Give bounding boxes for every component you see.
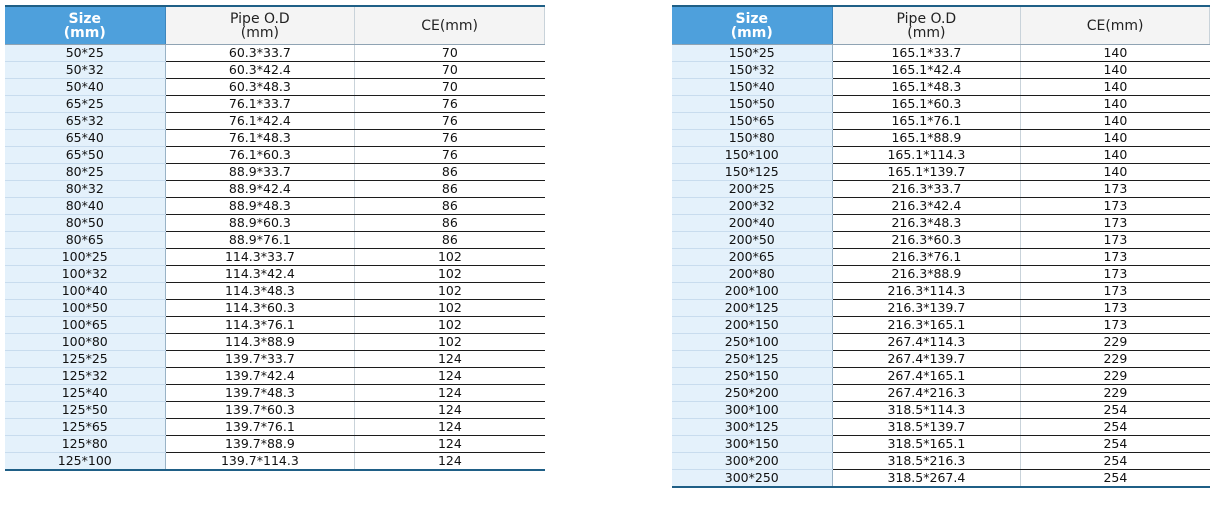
size-cell: 100*80 [5,334,165,351]
pipe-od-cell: 216.3*42.4 [832,198,1021,215]
ce-cell: 70 [355,79,545,96]
ce-cell: 173 [1021,215,1210,232]
ce-cell: 76 [355,130,545,147]
pipe-od-cell: 267.4*165.1 [832,368,1021,385]
table-row [5,215,545,232]
ce-cell: 70 [355,45,545,62]
ce-cell: 229 [1021,334,1210,351]
table-row [5,402,545,419]
size-cell: 80*25 [5,164,165,181]
size-cell: 200*32 [672,198,832,215]
size-cell: 250*125 [672,351,832,368]
table-row [5,113,545,130]
pipe-od-cell: 139.7*48.3 [165,385,355,402]
size-cell: 300*150 [672,436,832,453]
size-cell: 200*100 [672,283,832,300]
table-row [672,317,1210,334]
ce-cell: 86 [355,198,545,215]
table-row [5,62,545,79]
ce-cell: 102 [355,249,545,266]
pipe-od-cell: 165.1*88.9 [832,130,1021,147]
table-row [672,249,1210,266]
ce-cell: 173 [1021,283,1210,300]
size-cell: 125*40 [5,385,165,402]
size-cell: 200*80 [672,266,832,283]
ce-cell: 254 [1021,436,1210,453]
pipe-od-cell: 165.1*42.4 [832,62,1021,79]
ce-cell: 140 [1021,113,1210,130]
ce-cell: 229 [1021,385,1210,402]
pipe-od-cell: 267.4*216.3 [832,385,1021,402]
pipe-od-cell: 114.3*76.1 [165,317,355,334]
pipe-od-cell: 165.1*48.3 [832,79,1021,96]
table-row [672,198,1210,215]
size-cell: 50*32 [5,62,165,79]
ce-cell: 102 [355,334,545,351]
pipe-od-cell: 76.1*60.3 [165,147,355,164]
pipe-od-cell: 216.3*33.7 [832,181,1021,198]
pipe-od-cell: 216.3*60.3 [832,232,1021,249]
ce-cell: 76 [355,96,545,113]
pipe-od-cell: 165.1*76.1 [832,113,1021,130]
ce-cell: 124 [355,351,545,368]
ce-cell: 140 [1021,79,1210,96]
table-row [5,436,545,453]
pipe-od-cell: 267.4*114.3 [832,334,1021,351]
right-table-body [672,45,1210,488]
ce-cell: 173 [1021,317,1210,334]
ce-column-header: CE(mm) [355,6,545,45]
ce-cell: 229 [1021,351,1210,368]
pipe-od-cell: 318.5*139.7 [832,419,1021,436]
table-row [5,453,545,471]
ce-column-header: CE(mm) [1021,6,1210,45]
pipe-od-cell: 216.3*165.1 [832,317,1021,334]
table-row [672,62,1210,79]
size-header-unit: (mm) [63,24,106,41]
size-cell: 100*65 [5,317,165,334]
size-cell: 125*50 [5,402,165,419]
table-row [5,164,545,181]
table-row [672,300,1210,317]
ce-cell: 173 [1021,249,1210,266]
pipe-od-column-header [165,6,355,45]
ce-cell: 102 [355,283,545,300]
ce-cell: 254 [1021,453,1210,470]
size-cell: 100*50 [5,300,165,317]
size-cell: 50*25 [5,45,165,62]
table-row [5,317,545,334]
pipe-od-cell: 76.1*33.7 [165,96,355,113]
size-cell: 65*50 [5,147,165,164]
pipe-od-cell: 318.5*165.1 [832,436,1021,453]
size-header-label: Size [68,10,102,27]
table-row [5,249,545,266]
ce-cell: 70 [355,62,545,79]
size-cell: 150*50 [672,96,832,113]
size-cell: 50*40 [5,79,165,96]
pipe-od-cell: 216.3*48.3 [832,215,1021,232]
table-row [5,79,545,96]
pipe-od-cell: 165.1*33.7 [832,45,1021,62]
size-cell: 125*100 [5,453,165,471]
ce-cell: 140 [1021,62,1210,79]
ce-cell: 254 [1021,419,1210,436]
table-row [672,232,1210,249]
table-row [5,351,545,368]
pipe-od-cell: 76.1*48.3 [165,130,355,147]
pipe-od-cell: 114.3*88.9 [165,334,355,351]
pipe-od-cell: 88.9*48.3 [165,198,355,215]
table-row [5,181,545,198]
ce-cell: 76 [355,147,545,164]
size-cell: 150*125 [672,164,832,181]
table-row [672,130,1210,147]
pipe-od-cell: 114.3*48.3 [165,283,355,300]
table-row [672,470,1210,488]
pipe-od-cell: 88.9*42.4 [165,181,355,198]
pipe-od-cell: 88.9*60.3 [165,215,355,232]
pipe-od-header-unit: (mm) [907,24,946,41]
table-row [5,385,545,402]
size-cell: 100*32 [5,266,165,283]
size-cell: 65*40 [5,130,165,147]
ce-cell: 229 [1021,368,1210,385]
pipe-od-cell: 139.7*76.1 [165,419,355,436]
table-row [672,385,1210,402]
pipe-od-cell: 139.7*88.9 [165,436,355,453]
pipe-od-cell: 88.9*76.1 [165,232,355,249]
size-cell: 100*40 [5,283,165,300]
size-cell: 150*32 [672,62,832,79]
size-cell: 125*25 [5,351,165,368]
size-cell: 80*32 [5,181,165,198]
pipe-od-cell: 114.3*42.4 [165,266,355,283]
table-row [672,283,1210,300]
table-row [5,283,545,300]
table-row [5,300,545,317]
size-cell: 300*250 [672,470,832,488]
ce-cell: 124 [355,368,545,385]
pipe-od-header-label: Pipe O.D [896,10,957,27]
size-cell: 300*200 [672,453,832,470]
pipe-od-cell: 216.3*139.7 [832,300,1021,317]
size-cell: 200*125 [672,300,832,317]
size-cell: 300*100 [672,402,832,419]
size-cell: 150*80 [672,130,832,147]
pipe-od-cell: 216.3*76.1 [832,249,1021,266]
size-header-label: Size [735,10,769,27]
size-cell: 125*80 [5,436,165,453]
pipe-od-cell: 165.1*60.3 [832,96,1021,113]
size-cell: 200*150 [672,317,832,334]
size-cell: 200*25 [672,181,832,198]
table-row [672,164,1210,181]
size-cell: 300*125 [672,419,832,436]
size-column-header [5,6,165,45]
size-cell: 250*100 [672,334,832,351]
ce-cell: 76 [355,113,545,130]
table-row [672,436,1210,453]
right-dimension-table [672,5,1210,488]
size-cell: 200*40 [672,215,832,232]
left-table-body [5,45,545,471]
size-cell: 150*65 [672,113,832,130]
table-header-row [672,6,1210,45]
size-cell: 200*65 [672,249,832,266]
size-cell: 250*150 [672,368,832,385]
pipe-od-cell: 139.7*114.3 [165,453,355,471]
pipe-od-cell: 60.3*42.4 [165,62,355,79]
table-row [5,232,545,249]
ce-cell: 124 [355,385,545,402]
left-dimension-table [5,5,545,471]
ce-cell: 86 [355,164,545,181]
table-row [672,147,1210,164]
ce-cell: 102 [355,300,545,317]
ce-cell: 173 [1021,198,1210,215]
pipe-od-cell: 139.7*42.4 [165,368,355,385]
pipe-od-cell: 165.1*114.3 [832,147,1021,164]
ce-cell: 124 [355,453,545,471]
ce-cell: 86 [355,232,545,249]
table-row [672,402,1210,419]
pipe-od-cell: 267.4*139.7 [832,351,1021,368]
table-row [5,96,545,113]
table-row [672,351,1210,368]
size-cell: 65*25 [5,96,165,113]
pipe-od-cell: 139.7*33.7 [165,351,355,368]
table-row [672,419,1210,436]
ce-cell: 173 [1021,266,1210,283]
ce-cell: 102 [355,317,545,334]
table-row [672,113,1210,130]
table-row [5,368,545,385]
ce-cell: 86 [355,181,545,198]
table-row [5,147,545,164]
pipe-od-cell: 60.3*33.7 [165,45,355,62]
size-cell: 80*50 [5,215,165,232]
size-column-header [672,6,832,45]
table-row [5,130,545,147]
size-cell: 150*100 [672,147,832,164]
pipe-od-cell: 165.1*139.7 [832,164,1021,181]
ce-cell: 124 [355,419,545,436]
ce-cell: 173 [1021,181,1210,198]
pipe-od-cell: 88.9*33.7 [165,164,355,181]
table-row [672,96,1210,113]
table-row [672,453,1210,470]
ce-cell: 173 [1021,300,1210,317]
table-row [672,266,1210,283]
ce-cell: 124 [355,402,545,419]
table-row [5,45,545,62]
table-row [672,334,1210,351]
ce-cell: 140 [1021,130,1210,147]
table-row [672,215,1210,232]
table-row [5,334,545,351]
ce-cell: 140 [1021,96,1210,113]
pipe-od-cell: 60.3*48.3 [165,79,355,96]
pipe-od-header-label: Pipe O.D [230,10,290,27]
size-cell: 80*40 [5,198,165,215]
pipe-od-cell: 114.3*33.7 [165,249,355,266]
size-header-unit: (mm) [730,24,773,41]
ce-cell: 86 [355,215,545,232]
size-cell: 80*65 [5,232,165,249]
pipe-od-cell: 216.3*88.9 [832,266,1021,283]
size-cell: 125*32 [5,368,165,385]
ce-cell: 140 [1021,45,1210,62]
pipe-od-cell: 76.1*42.4 [165,113,355,130]
pipe-od-cell: 216.3*114.3 [832,283,1021,300]
table-row [5,198,545,215]
table-row [672,79,1210,96]
ce-cell: 140 [1021,164,1210,181]
ce-cell: 124 [355,436,545,453]
ce-cell: 173 [1021,232,1210,249]
pipe-od-cell: 318.5*216.3 [832,453,1021,470]
pipe-od-header-unit: (mm) [240,24,279,41]
table-row [672,45,1210,62]
table-row [672,368,1210,385]
size-cell: 250*200 [672,385,832,402]
size-cell: 200*50 [672,232,832,249]
table-row [672,181,1210,198]
pipe-od-column-header [832,6,1021,45]
table-header-row [5,6,545,45]
table-row [5,419,545,436]
pipe-od-cell: 139.7*60.3 [165,402,355,419]
size-cell: 125*65 [5,419,165,436]
ce-cell: 102 [355,266,545,283]
size-cell: 150*25 [672,45,832,62]
ce-cell: 140 [1021,147,1210,164]
ce-cell: 254 [1021,402,1210,419]
ce-cell: 254 [1021,470,1210,488]
size-cell: 150*40 [672,79,832,96]
pipe-od-cell: 114.3*60.3 [165,300,355,317]
pipe-od-cell: 318.5*267.4 [832,470,1021,488]
size-cell: 65*32 [5,113,165,130]
pipe-od-cell: 318.5*114.3 [832,402,1021,419]
size-cell: 100*25 [5,249,165,266]
table-row [5,266,545,283]
